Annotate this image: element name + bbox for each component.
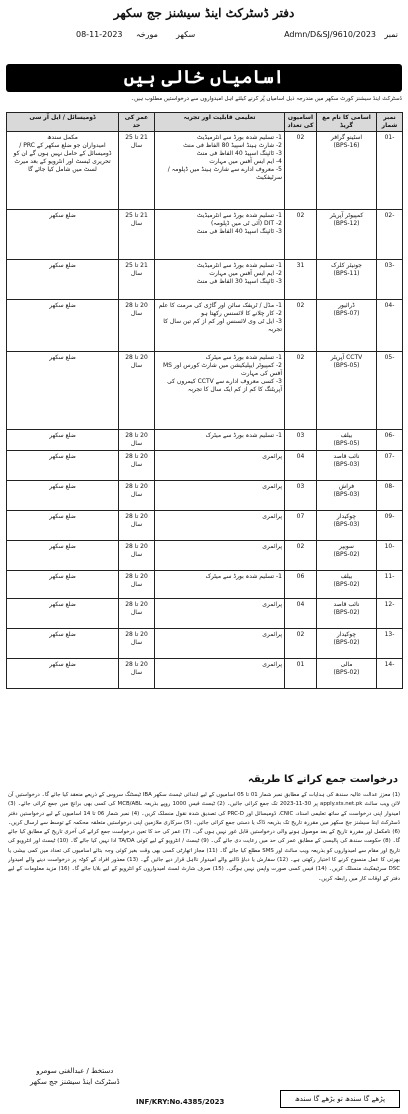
age-limit: 20 تا 28 سال — [125, 661, 148, 676]
qualification-line: 2- DIT (آئی ٹی میں ڈپلومہ) — [210, 220, 282, 227]
post-cell — [317, 260, 377, 300]
qualification-line: 2- کمپیوٹر ایپلیکیشن میں شارٹ کورس اور MS آفس کی مہارت — [163, 362, 282, 377]
domicile-cell — [7, 451, 119, 481]
ref-number: Admn/D&SJ/9610/2023 — [284, 30, 376, 39]
serial-cell — [377, 451, 403, 481]
serial-cell — [377, 511, 403, 541]
post-count: 04 — [296, 453, 305, 460]
serial-number: -04 — [384, 302, 395, 309]
post-cell — [317, 481, 377, 511]
count-cell — [285, 352, 317, 430]
count-cell — [285, 132, 317, 210]
domicile-cell — [7, 511, 119, 541]
qualification-line: 3- کسی معروف ادارے سے CCTV کیمروں کی آپریٹنگ کا کم از کم ایک سال کا تجربہ — [167, 378, 282, 393]
age-limit: 21 تا 25 سال — [125, 134, 148, 149]
qualification-line: 2- ایم ایس آفس میں مہارت — [209, 270, 282, 277]
post-grade: (BPS-02) — [333, 609, 360, 616]
domicile-line: ضلع سکھر — [49, 601, 76, 608]
post-grade: (BPS-02) — [333, 639, 360, 646]
post-count: 03 — [296, 483, 305, 490]
serial-number: -11 — [384, 573, 395, 580]
age-cell — [119, 541, 155, 571]
instructions-text: (1) معزز عدالت عالیہ سندھ کی ہدایات کے مطابق نمبر شمار 01 تا 05 اسامیوں کے لیے ابتدائی ٹیسٹ سکھر IBA ٹیسٹنگ سروس کے ذریعے منعقد کیا جائے گا۔ درخواستیں آن لائن ویب سائٹ apply.sts.net.pk پر 30-11-2023 تک جمع کرائی جائیں۔ (2) ٹیسٹ فیس 1000 روپے بذریعہ MCB/ABL کی کسی بھی برانچ میں جمع کرائی جائے۔ (3) امیدوار اپنی درخواست کے ساتھ تعلیمی اسناد، CNIC، ڈومیسائل اور PRC-D کی تصدیق شدہ نقول منسلک کریں۔ (4) نمبر شمار 06 تا 14 اسامیوں کے لیے درخواستیں دفتر ڈسٹرکٹ اینڈ سیشنز جج سکھر میں مقررہ تاریخ تک بذریعہ ڈاک یا دستی جمع کرائی جائیں۔ (5) سرکاری ملازمین اپنی درخواستیں متعلقہ محکمہ کے توسط سے ارسال کریں۔ (6) نامکمل اور مقررہ تاریخ کے بعد موصول ہونے والی درخواستیں قابل غور نہیں ہوں گی۔ (7) عمر کی حد کا تعین درخواست جمع کرانے کی آخری تاریخ کے مطابق کیا جائے گا۔ (8) حکومت سندھ کی پالیسی کے مطابق عمر کی حد میں رعایت دی جائے گی۔ (9) ٹیسٹ / انٹرویو کے لیے کوئی TA/DA ادا نہیں کیا جائے گا۔ (10) ٹیسٹ اور انٹرویو کی تاریخ اور مقام سے امیدواروں کو بذریعہ ویب سائٹ اور SMS مطلع کیا جائے گا۔ (11) مجاز اتھارٹی کسی بھی وقت بغیر کوئی وجہ بتائے اسامیوں کی تعداد میں کمی بیشی یا بھرتی کا عمل منسوخ کرنے کا اختیار رکھتی ہے۔ (12) سفارش یا دباؤ ڈالنے والے امیدوار نااہل قرار دیے جائیں گے۔ (13) معذور افراد کے کوٹہ پر درخواست دینے والے امیدوار DSC سرٹیفکیٹ منسلک کریں۔ (14) فیس کسی صورت واپس نہیں ہوگی۔ (15) صرف شارٹ لسٹ امیدواروں کو انٹرویو کے لیے بلایا جائے گا۔ (16) مزید معلومات کے لیے دفتر کے اوقات کار میں رابطہ کریں۔ — [8, 792, 400, 882]
post-count: 31 — [296, 262, 305, 269]
count-cell — [285, 571, 317, 599]
domicile-line: ضلع سکھر — [49, 483, 76, 490]
count-cell — [285, 541, 317, 571]
age-cell — [119, 571, 155, 599]
age-cell — [119, 260, 155, 300]
age-cell — [119, 132, 155, 210]
age-limit: 20 تا 28 سال — [125, 453, 148, 468]
post-name: کمپیوٹر آپریٹر — [329, 212, 364, 219]
ref-label: نمبر — [384, 30, 398, 39]
designation: ڈسٹرکٹ اینڈ سیشنز جج سکھر — [30, 1078, 120, 1086]
count-cell — [285, 210, 317, 260]
age-limit: 20 تا 28 سال — [125, 601, 148, 616]
domicile-line: مکمل سندھ — [47, 134, 78, 141]
intro-text: ڈسٹرکٹ اینڈ سیشنز کورٹ سکھر میں مندرجہ ذیل اسامیاں پُر کرنے کیلئے اہل امیدواروں سے درخواستیں مطلوب ہیں۔ — [130, 96, 402, 102]
serial-number: -14 — [384, 661, 395, 668]
qualification-line: پرائمری — [262, 513, 282, 520]
domicile-line: ضلع سکھر — [49, 432, 76, 439]
domicile-line: ضلع سکھر — [49, 302, 76, 309]
table-row — [7, 352, 403, 430]
serial-cell — [377, 659, 403, 689]
post-cell — [317, 659, 377, 689]
domicile-cell — [7, 629, 119, 659]
post-cell — [317, 511, 377, 541]
vacancies-table — [6, 112, 403, 689]
qualification-line: 5- معروف ادارے سے شارٹ ہینڈ میں ڈپلومہ / سرٹیفکیٹ — [167, 166, 282, 181]
table-row — [7, 210, 403, 260]
age-limit: 20 تا 28 سال — [125, 354, 148, 369]
table-row — [7, 132, 403, 210]
qualification-line: 1- تسلیم شدہ بورڈ سے انٹرمیڈیٹ — [196, 134, 282, 141]
col-serial: نمبر شمار — [377, 113, 403, 132]
qualification-cell — [155, 132, 285, 210]
post-cell — [317, 430, 377, 451]
qualification-line: پرائمری — [262, 483, 282, 490]
domicile-line: ضلع سکھر — [49, 212, 76, 219]
domicile-line: ضلع سکھر — [49, 631, 76, 638]
qualification-cell — [155, 511, 285, 541]
qualification-cell — [155, 210, 285, 260]
post-name: اسٹینو گرافر — [330, 134, 363, 141]
footer — [6, 1060, 402, 1110]
serial-cell — [377, 210, 403, 260]
domicile-cell — [7, 352, 119, 430]
domicile-line: ضلع سکھر — [49, 262, 76, 269]
post-cell — [317, 629, 377, 659]
table-row — [7, 430, 403, 451]
signature-block — [30, 1066, 120, 1088]
post-grade: (BPS-03) — [333, 491, 360, 498]
col-count: اسامیوں کی تعداد — [285, 113, 317, 132]
domicile-cell — [7, 132, 119, 210]
table-row — [7, 451, 403, 481]
qualification-line: 4- ایم ایس آفس میں مہارت — [209, 158, 282, 165]
tagline-box: پڑھے گا سندھ تو بڑھے گا سندھ — [280, 1090, 400, 1108]
post-name: سویپر — [339, 543, 354, 550]
post-count: 07 — [296, 513, 305, 520]
post-count: 03 — [296, 432, 305, 439]
serial-cell — [377, 541, 403, 571]
post-grade: (BPS-02) — [333, 581, 360, 588]
inf-number: INF/KRY:No.4385/2023 — [136, 1098, 225, 1106]
count-cell — [285, 300, 317, 352]
qualification-cell — [155, 451, 285, 481]
qualification-cell — [155, 352, 285, 430]
qualification-cell — [155, 629, 285, 659]
serial-number: -06 — [384, 432, 395, 439]
age-cell — [119, 210, 155, 260]
reference-row — [6, 30, 402, 44]
count-cell — [285, 511, 317, 541]
serial-number: -07 — [384, 453, 395, 460]
serial-number: -01 — [384, 134, 395, 141]
domicile-cell — [7, 571, 119, 599]
age-limit: 20 تا 28 سال — [125, 573, 148, 588]
qualification-line: 1- تسلیم شدہ بورڈ سے میٹرک — [205, 354, 282, 361]
col-post: اسامی کا نام مع گریڈ — [317, 113, 377, 132]
serial-cell — [377, 260, 403, 300]
post-name: بیلف — [340, 573, 353, 580]
count-cell — [285, 599, 317, 629]
vacancies-banner: اسامیاں خالی ہیں — [6, 64, 402, 92]
serial-cell — [377, 481, 403, 511]
qualification-cell — [155, 541, 285, 571]
office-title: دفتر ڈسٹرکٹ اینڈ سیشنز جج سکھر — [113, 6, 295, 20]
post-name: جونیئر کلرک — [331, 262, 362, 269]
city-label: سکھر — [176, 30, 196, 39]
post-cell — [317, 599, 377, 629]
domicile-line: ضلع سکھر — [49, 513, 76, 520]
qualification-cell — [155, 659, 285, 689]
serial-number: -05 — [384, 354, 395, 361]
post-count: 06 — [296, 573, 305, 580]
post-name: چوکیدار — [336, 513, 357, 520]
post-grade: (BPS-03) — [333, 461, 360, 468]
domicile-line: ضلع سکھر — [49, 661, 76, 668]
qualification-line: پرائمری — [262, 453, 282, 460]
qualification-line: 1- تسلیم شدہ بورڈ سے میٹرک — [205, 573, 282, 580]
post-count: 01 — [296, 661, 305, 668]
qualification-line: پرائمری — [262, 601, 282, 608]
age-cell — [119, 511, 155, 541]
post-grade: (BPS-11) — [333, 270, 360, 277]
age-limit: 20 تا 28 سال — [125, 543, 148, 558]
qualification-line: پرائمری — [262, 631, 282, 638]
date-value: 08-11-2023 — [76, 30, 123, 39]
qualification-line: 3- ٹائپنگ اسپیڈ 40 الفاظ فی منٹ — [196, 150, 282, 157]
post-name: چوکیدار — [336, 631, 357, 638]
post-count: 02 — [296, 302, 305, 309]
domicile-cell — [7, 599, 119, 629]
age-limit: 20 تا 28 سال — [125, 432, 148, 447]
qualification-cell — [155, 571, 285, 599]
qualification-line: 1- تسلیم شدہ بورڈ سے انٹرمیڈیٹ — [196, 212, 282, 219]
domicile-cell — [7, 430, 119, 451]
qualification-line: پرائمری — [262, 661, 282, 668]
table-row — [7, 300, 403, 352]
serial-cell — [377, 571, 403, 599]
serial-cell — [377, 430, 403, 451]
serial-number: -08 — [384, 483, 395, 490]
post-cell — [317, 210, 377, 260]
post-name: نائب قاصد — [333, 453, 360, 460]
col-domicile: ڈومیسائل / ایل آر سی — [7, 113, 119, 132]
qualification-cell — [155, 599, 285, 629]
count-cell — [285, 481, 317, 511]
age-cell — [119, 352, 155, 430]
post-grade: (BPS-02) — [333, 669, 360, 676]
count-cell — [285, 629, 317, 659]
serial-number: -12 — [384, 601, 395, 608]
age-limit: 20 تا 28 سال — [125, 513, 148, 528]
serial-cell — [377, 300, 403, 352]
age-limit: 21 تا 25 سال — [125, 212, 148, 227]
qualification-line: 3- ٹائپنگ اسپیڈ 30 الفاظ فی منٹ — [196, 278, 282, 285]
post-cell — [317, 132, 377, 210]
serial-number: -09 — [384, 513, 395, 520]
post-grade: (BPS-12) — [333, 220, 360, 227]
serial-number: -03 — [384, 262, 395, 269]
post-cell — [317, 541, 377, 571]
age-limit: 20 تا 28 سال — [125, 483, 148, 498]
domicile-cell — [7, 541, 119, 571]
post-count: 04 — [296, 601, 305, 608]
qualification-cell — [155, 481, 285, 511]
post-name: نائب قاصد — [333, 601, 360, 608]
domicile-cell — [7, 210, 119, 260]
qualification-cell — [155, 300, 285, 352]
post-name: بیلف — [340, 432, 353, 439]
serial-cell — [377, 599, 403, 629]
serial-cell — [377, 132, 403, 210]
qualification-line: 2- کار چلانے کا لائسنس رکھتا ہو — [201, 310, 282, 317]
post-grade: (BPS-03) — [333, 521, 360, 528]
post-count: 02 — [296, 543, 305, 550]
domicile-cell — [7, 300, 119, 352]
post-name: ڈرائیور — [338, 302, 355, 309]
advertisement-page — [6, 4, 402, 1110]
col-age: عمر کی حد — [119, 113, 155, 132]
domicile-line: ضلع سکھر — [49, 543, 76, 550]
qualification-line: 3- ایل ٹی وی لائسنس اور کم از کم تین سال کا تجربہ — [163, 318, 282, 333]
domicile-cell — [7, 260, 119, 300]
table-row — [7, 260, 403, 300]
qualification-cell — [155, 430, 285, 451]
serial-number: -02 — [384, 212, 395, 219]
domicile-line: امیدواران جو ضلع سکھر کے PRC / ڈومیسائل کے حامل نہیں ہوں گے ان کو تحریری ٹیسٹ اور انٹرویو کے بعد میرٹ لسٹ میں شامل کیا جائے گا — [13, 142, 112, 173]
serial-number: -10 — [384, 543, 395, 550]
post-grade: (BPS-16) — [333, 142, 360, 149]
table-row — [7, 481, 403, 511]
qualification-line: 1- تسلیم شدہ بورڈ سے میٹرک — [205, 432, 282, 439]
post-cell — [317, 451, 377, 481]
table-row — [7, 541, 403, 571]
signature: دستخط / عبدالغنی سومرو — [36, 1067, 114, 1075]
table-row — [7, 511, 403, 541]
age-limit: 21 تا 25 سال — [125, 262, 148, 277]
qualification-line: 2- شارٹ ہینڈ اسپیڈ 80 الفاظ فی منٹ — [183, 142, 282, 149]
age-cell — [119, 430, 155, 451]
domicile-line: ضلع سکھر — [49, 573, 76, 580]
domicile-cell — [7, 481, 119, 511]
post-count: 02 — [296, 212, 305, 219]
post-count: 02 — [296, 134, 305, 141]
age-limit: 20 تا 28 سال — [125, 631, 148, 646]
table-row — [7, 629, 403, 659]
table-header-row — [7, 113, 403, 132]
post-grade: (BPS-07) — [333, 310, 360, 317]
qualification-line: 1- مڈل / ٹریفک سائن اور گاڑی کی مرمت کا علم — [158, 302, 282, 309]
post-count: 02 — [296, 354, 305, 361]
col-qualification: تعلیمی قابلیت اور تجربہ — [155, 113, 285, 132]
post-cell — [317, 571, 377, 599]
post-name: فراش — [338, 483, 355, 490]
domicile-cell — [7, 659, 119, 689]
table-row — [7, 659, 403, 689]
post-name: مالی — [340, 661, 353, 668]
post-cell — [317, 300, 377, 352]
instructions-title: درخواست جمع کرانے کا طریقہ — [248, 774, 398, 785]
table-row — [7, 599, 403, 629]
qualification-line: 1- تسلیم شدہ بورڈ سے انٹرمیڈیٹ — [196, 262, 282, 269]
post-grade: (BPS-02) — [333, 551, 360, 558]
post-grade: (BPS-05) — [333, 362, 360, 369]
age-cell — [119, 300, 155, 352]
count-cell — [285, 451, 317, 481]
count-cell — [285, 659, 317, 689]
post-name: CCTV آپریٹر — [330, 354, 363, 361]
serial-cell — [377, 629, 403, 659]
age-cell — [119, 481, 155, 511]
age-cell — [119, 599, 155, 629]
post-grade: (BPS-05) — [333, 440, 360, 447]
qualification-line: 3- ٹائپنگ اسپیڈ 40 الفاظ فی منٹ — [196, 228, 282, 235]
post-cell — [317, 352, 377, 430]
domicile-line: ضلع سکھر — [49, 354, 76, 361]
age-limit: 20 تا 28 سال — [125, 302, 148, 317]
post-count: 02 — [296, 631, 305, 638]
count-cell — [285, 430, 317, 451]
age-cell — [119, 451, 155, 481]
age-cell — [119, 659, 155, 689]
date-label: مورخہ — [136, 30, 158, 39]
age-cell — [119, 629, 155, 659]
qualification-cell — [155, 260, 285, 300]
serial-cell — [377, 352, 403, 430]
serial-number: -13 — [384, 631, 395, 638]
table-row — [7, 571, 403, 599]
qualification-line: پرائمری — [262, 543, 282, 550]
domicile-line: ضلع سکھر — [49, 453, 76, 460]
count-cell — [285, 260, 317, 300]
